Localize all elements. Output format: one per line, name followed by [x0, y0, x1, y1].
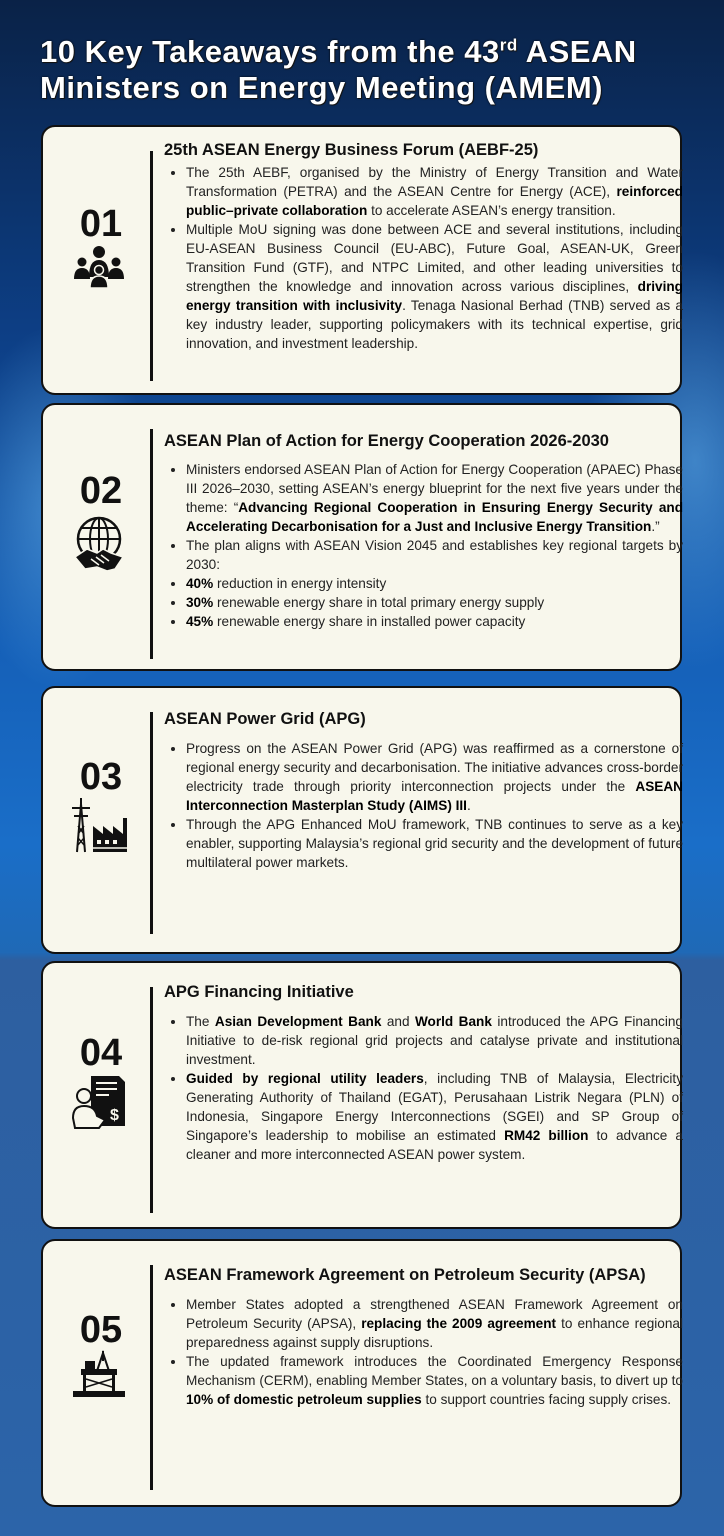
bullet-item: • The plan aligns with ASEAN Vision 2045 and establishes key regional targets by 2030:	[186, 536, 683, 574]
card-bullets	[164, 1295, 683, 1409]
bullet-item: • Member States adopted a strengthened ASEAN Framework Agreement on Petroleum Security (APSA), replacing the 2009 agreement to enhance regional preparedness against supply disruptions.	[186, 1295, 683, 1352]
svg-text:$: $	[110, 1107, 119, 1124]
card-heading: ASEAN Framework Agreement on Petroleum Security (APSA)	[164, 1266, 646, 1284]
card-number: 01	[79, 203, 123, 245]
takeaway-card-05	[41, 1239, 682, 1507]
card-divider	[150, 429, 153, 659]
bullet-item: • Progress on the ASEAN Power Grid (APG) was reaffirmed as a cornerstone of regional energy security and decarbonisation. The initiative advances cross-border electricity trade through priority interconnection projects under the ASEAN Interconnection Masterplan Study (AIMS) III.	[186, 739, 683, 815]
card-bullets	[164, 1012, 683, 1164]
takeaway-card-01	[41, 125, 682, 395]
group-people-icon	[69, 245, 129, 293]
card-number: 03	[79, 756, 123, 798]
oil-platform-icon	[69, 1349, 129, 1399]
card-divider	[150, 987, 153, 1213]
bullet-item: • Guided by regional utility leaders, including TNB of Malaysia, Electricity Generating Authority of Thailand (EGAT), Perusahaan Listrik Negara (PLN) of Indonesia, Singapore Energy Interconnections (SGEI) and SP Group of Singapore’s leadership to mobilise an estimated RM42 billion to advance a cleaner and more interconnected ASEAN power system.	[186, 1069, 683, 1164]
takeaway-card-02	[41, 403, 682, 671]
card-bullets	[164, 460, 683, 631]
bullet-item: • Ministers endorsed ASEAN Plan of Action for Energy Cooperation (APAEC) Phase III 2026–2030, setting ASEAN’s energy blueprint for the next five years under the theme: “Advancing Regional Cooperation in Ensuring Energy Security and Accelerating Decarbonisation for a Just and Inclusive Energy Transition.”	[186, 460, 683, 536]
page-title	[40, 34, 690, 106]
card-bullets	[164, 739, 683, 872]
card-heading: 25th ASEAN Energy Business Forum (AEBF-25)	[164, 141, 539, 159]
card-number: 02	[79, 470, 123, 512]
bullet-item: • The Asian Development Bank and World Bank introduced the APG Financing Initiative to de-risk regional grid projects and catalyse private and institutional investment.	[186, 1012, 683, 1069]
card-number: 05	[79, 1309, 123, 1351]
card-number: 04	[79, 1032, 123, 1074]
power-tower-factory-icon	[69, 796, 129, 854]
card-divider	[150, 1265, 153, 1490]
title-ordinal-suffix: rd	[499, 35, 518, 55]
card-heading: APG Financing Initiative	[164, 983, 354, 1001]
card-heading: ASEAN Power Grid (APG)	[164, 710, 366, 728]
bullet-item: • Multiple MoU signing was done between ACE and several institutions, including EU-ASEAN Business Council (EU-ABC), Future Goal, ASEAN-UK, Green Transition Fund (GTF), and NTPC Limited, and other leading universities to strengthen the knowledge and innovation across various disciplines, driving energy transition with inclusivity. Tenaga Nasional Berhad (TNB) served as a key industry leader, supporting policymakers with its technical expertise, grid innovation, and investment leadership.	[186, 220, 683, 353]
bullet-item: • 30% renewable energy share in total primary energy supply	[186, 593, 683, 612]
card-heading: ASEAN Plan of Action for Energy Cooperation 2026-2030	[164, 432, 609, 450]
globe-handshake-icon	[69, 513, 129, 577]
card-divider	[150, 712, 153, 934]
title-line2: Ministers on Energy Meeting (AMEM)	[40, 70, 603, 105]
card-bullets	[164, 163, 683, 353]
title-line1-suffix: ASEAN	[517, 34, 637, 69]
title-line1-prefix: 10 Key Takeaways from the 43	[40, 34, 500, 69]
bullet-item: • The updated framework introduces the Coordinated Emergency Response Mechanism (CERM), enabling Member States, on a voluntary basis, to divert up to 10% of domestic petroleum supplies to support countries facing supply crises.	[186, 1352, 683, 1409]
bullet-item: • The 25th AEBF, organised by the Ministry of Energy Transition and Water Transformation (PETRA) and the ASEAN Centre for Energy (ACE), reinforced public–private collaboration to accelerate ASEAN’s energy transition.	[186, 163, 683, 220]
bullet-item: • Through the APG Enhanced MoU framework, TNB continues to serve as a key enabler, supporting Malaysia’s regional grid security and the development of future multilateral power markets.	[186, 815, 683, 872]
takeaway-card-04	[41, 961, 682, 1229]
bullet-item: • 45% renewable energy share in installed power capacity	[186, 612, 683, 631]
bullet-item: • 40% reduction in energy intensity	[186, 574, 683, 593]
financing-document-icon	[69, 1074, 129, 1130]
takeaway-card-03	[41, 686, 682, 954]
card-divider	[150, 151, 153, 381]
